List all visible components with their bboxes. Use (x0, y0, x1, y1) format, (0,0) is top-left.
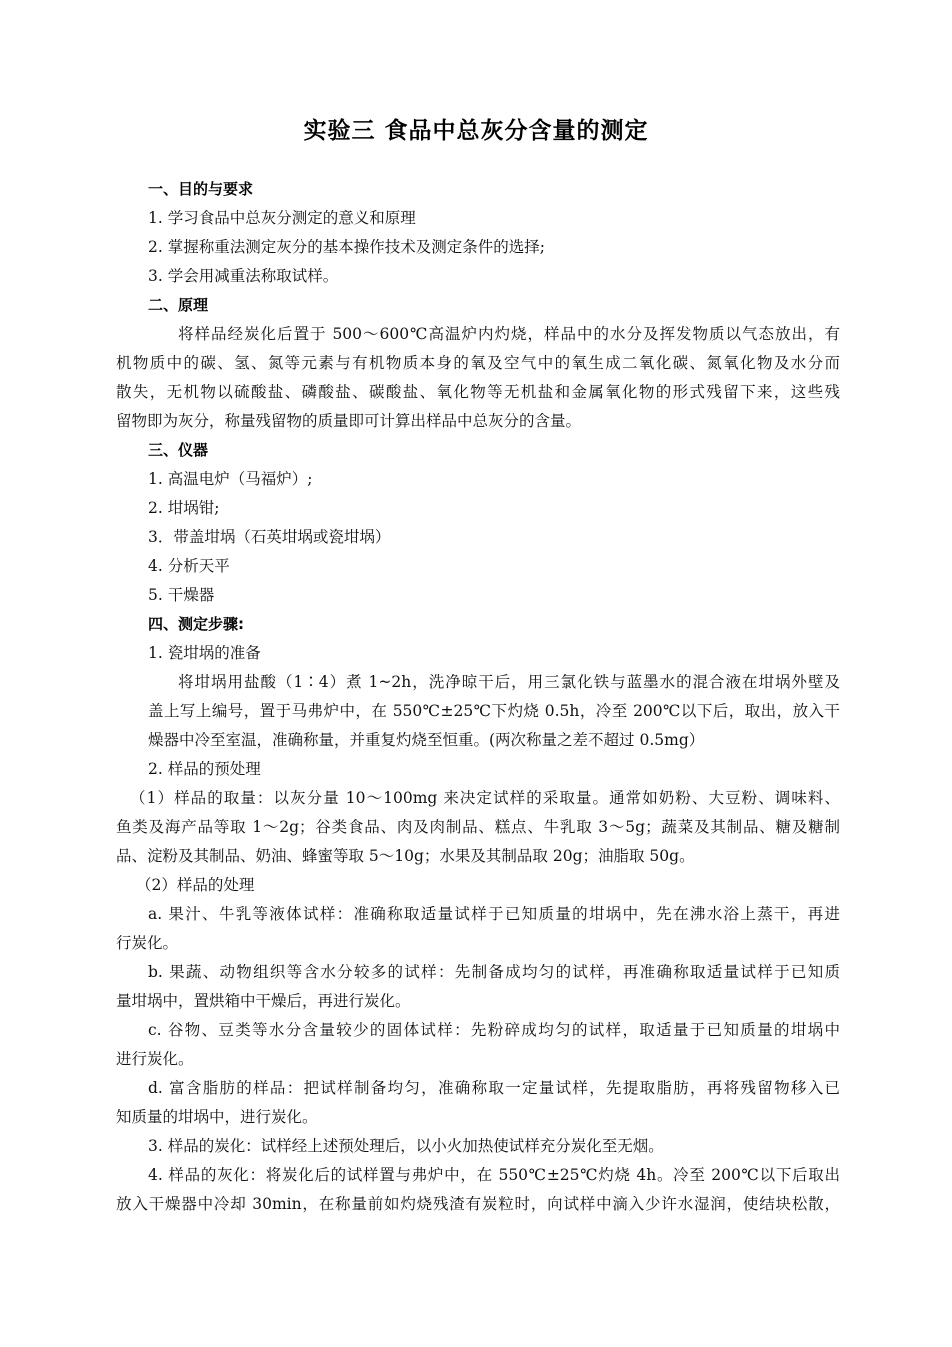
paragraph-line: 放入干燥器中冷却 30min，在称量前如灼烧残渣有炭粒时，向试样中滴入少许水湿润，使结块松散， (116, 1195, 840, 1213)
paragraph-line: （1）样品的取量：以灰分量 10～100mg 来决定试样的采取量。通常如奶粉、大豆粉、调味料、 (130, 789, 840, 807)
list-item: 2. 掌握称重法测定灰分的基本操作技术及测定条件的选择; (148, 238, 545, 256)
section-heading-procedure: 四、测定步骤: (148, 615, 244, 633)
paragraph-line: 留物即为灰分，称量残留物的质量即可计算出样品中总灰分的含量。 (116, 412, 582, 430)
paragraph-line: a. 果汁、牛乳等液体试样：准确称取适量试样于已知质量的坩埚中，先在沸水浴上蒸干，再进 (148, 905, 840, 923)
list-item: 3．带盖坩埚（石英坩埚或瓷坩埚） (148, 528, 391, 546)
step-title: （2）样品的处理 (136, 876, 255, 894)
paragraph-line: 进行炭化。 (116, 1050, 194, 1068)
paragraph-line: 品、淀粉及其制品、奶油、蜂蜜等取 5～10g；水果及其制品取 20g；油脂取 50g。 (116, 847, 695, 865)
paragraph-line: d. 富含脂肪的样品：把试样制备均匀，准确称取一定量试样，先提取脂肪，再将残留物移入已 (148, 1079, 840, 1097)
list-item: 3. 学会用减重法称取试样。 (148, 267, 339, 285)
paragraph-line: 3. 样品的炭化：试样经上述预处理后，以小火加热使试样充分炭化至无烟。 (148, 1137, 664, 1155)
paragraph-line: 知质量的坩埚中，进行炭化。 (116, 1108, 318, 1126)
list-item: 1. 学习食品中总灰分测定的意义和原理 (148, 209, 416, 227)
list-item: 2. 坩埚钳; (148, 499, 220, 517)
paragraph-line: 4. 样品的灰化：将炭化后的试样置与弗炉中，在 550℃±25℃灼烧 4h。冷至 200℃以下后取出 (148, 1166, 840, 1184)
paragraph-line: 机物质中的碳、氢、氮等元素与有机物质本身的氧及空气中的氧生成二氧化碳、氮氧化物及水分而 (116, 354, 840, 372)
paragraph-line: 鱼类及海产品等取 1～2g；谷类食品、肉及肉制品、糕点、牛乳取 3～5g；蔬菜及其制品、糖及糖制 (116, 818, 840, 836)
section-heading-objectives: 一、目的与要求 (148, 180, 254, 198)
step-title: 1. 瓷坩埚的准备 (148, 644, 261, 662)
paragraph-line: 盖上写上编号，置于马弗炉中，在 550℃±25℃下灼烧 0.5h，冷至 200℃以下后，取出，放入干 (148, 702, 840, 720)
list-item: 5. 干燥器 (148, 586, 215, 604)
paragraph-line: b. 果蔬、动物组织等含水分较多的试样：先制备成均匀的试样，再准确称取适量试样于已知质 (148, 963, 840, 981)
page-title: 实验三 食品中总灰分含量的测定 (303, 118, 649, 144)
section-heading-instruments: 三、仪器 (148, 441, 209, 459)
document-body (116, 175, 840, 1219)
paragraph-line: 将坩埚用盐酸（1∶4）煮 1~2h，洗净晾干后，用三氯化铁与蓝墨水的混合液在坩埚外壁及 (178, 673, 840, 691)
paragraph-line: 将样品经炭化后置于 500～600℃高温炉内灼烧，样品中的水分及挥发物质以气态放出，有 (178, 325, 840, 343)
section-heading-principle: 二、原理 (148, 296, 209, 314)
list-item: 1. 高温电炉（马福炉）; (148, 470, 313, 488)
paragraph-line: 燥器中冷至室温，准确称量，并重复灼烧至恒重。(两次称量之差不超过 0.5mg） (148, 731, 705, 749)
paragraph-line: 量坩埚中，置烘箱中干燥后，再进行炭化。 (116, 992, 411, 1010)
paragraph-line: 行炭化。 (116, 934, 179, 952)
paragraph-line: 散失，无机物以硫酸盐、磷酸盐、碳酸盐、氧化物等无机盐和金属氧化物的形式残留下来，这些残 (116, 383, 840, 401)
step-title: 2. 样品的预处理 (148, 760, 261, 778)
paragraph-line: c. 谷物、豆类等水分含量较少的固体试样：先粉碎成均匀的试样，取适量于已知质量的坩埚中 (148, 1021, 840, 1039)
list-item: 4. 分析天平 (148, 557, 230, 575)
